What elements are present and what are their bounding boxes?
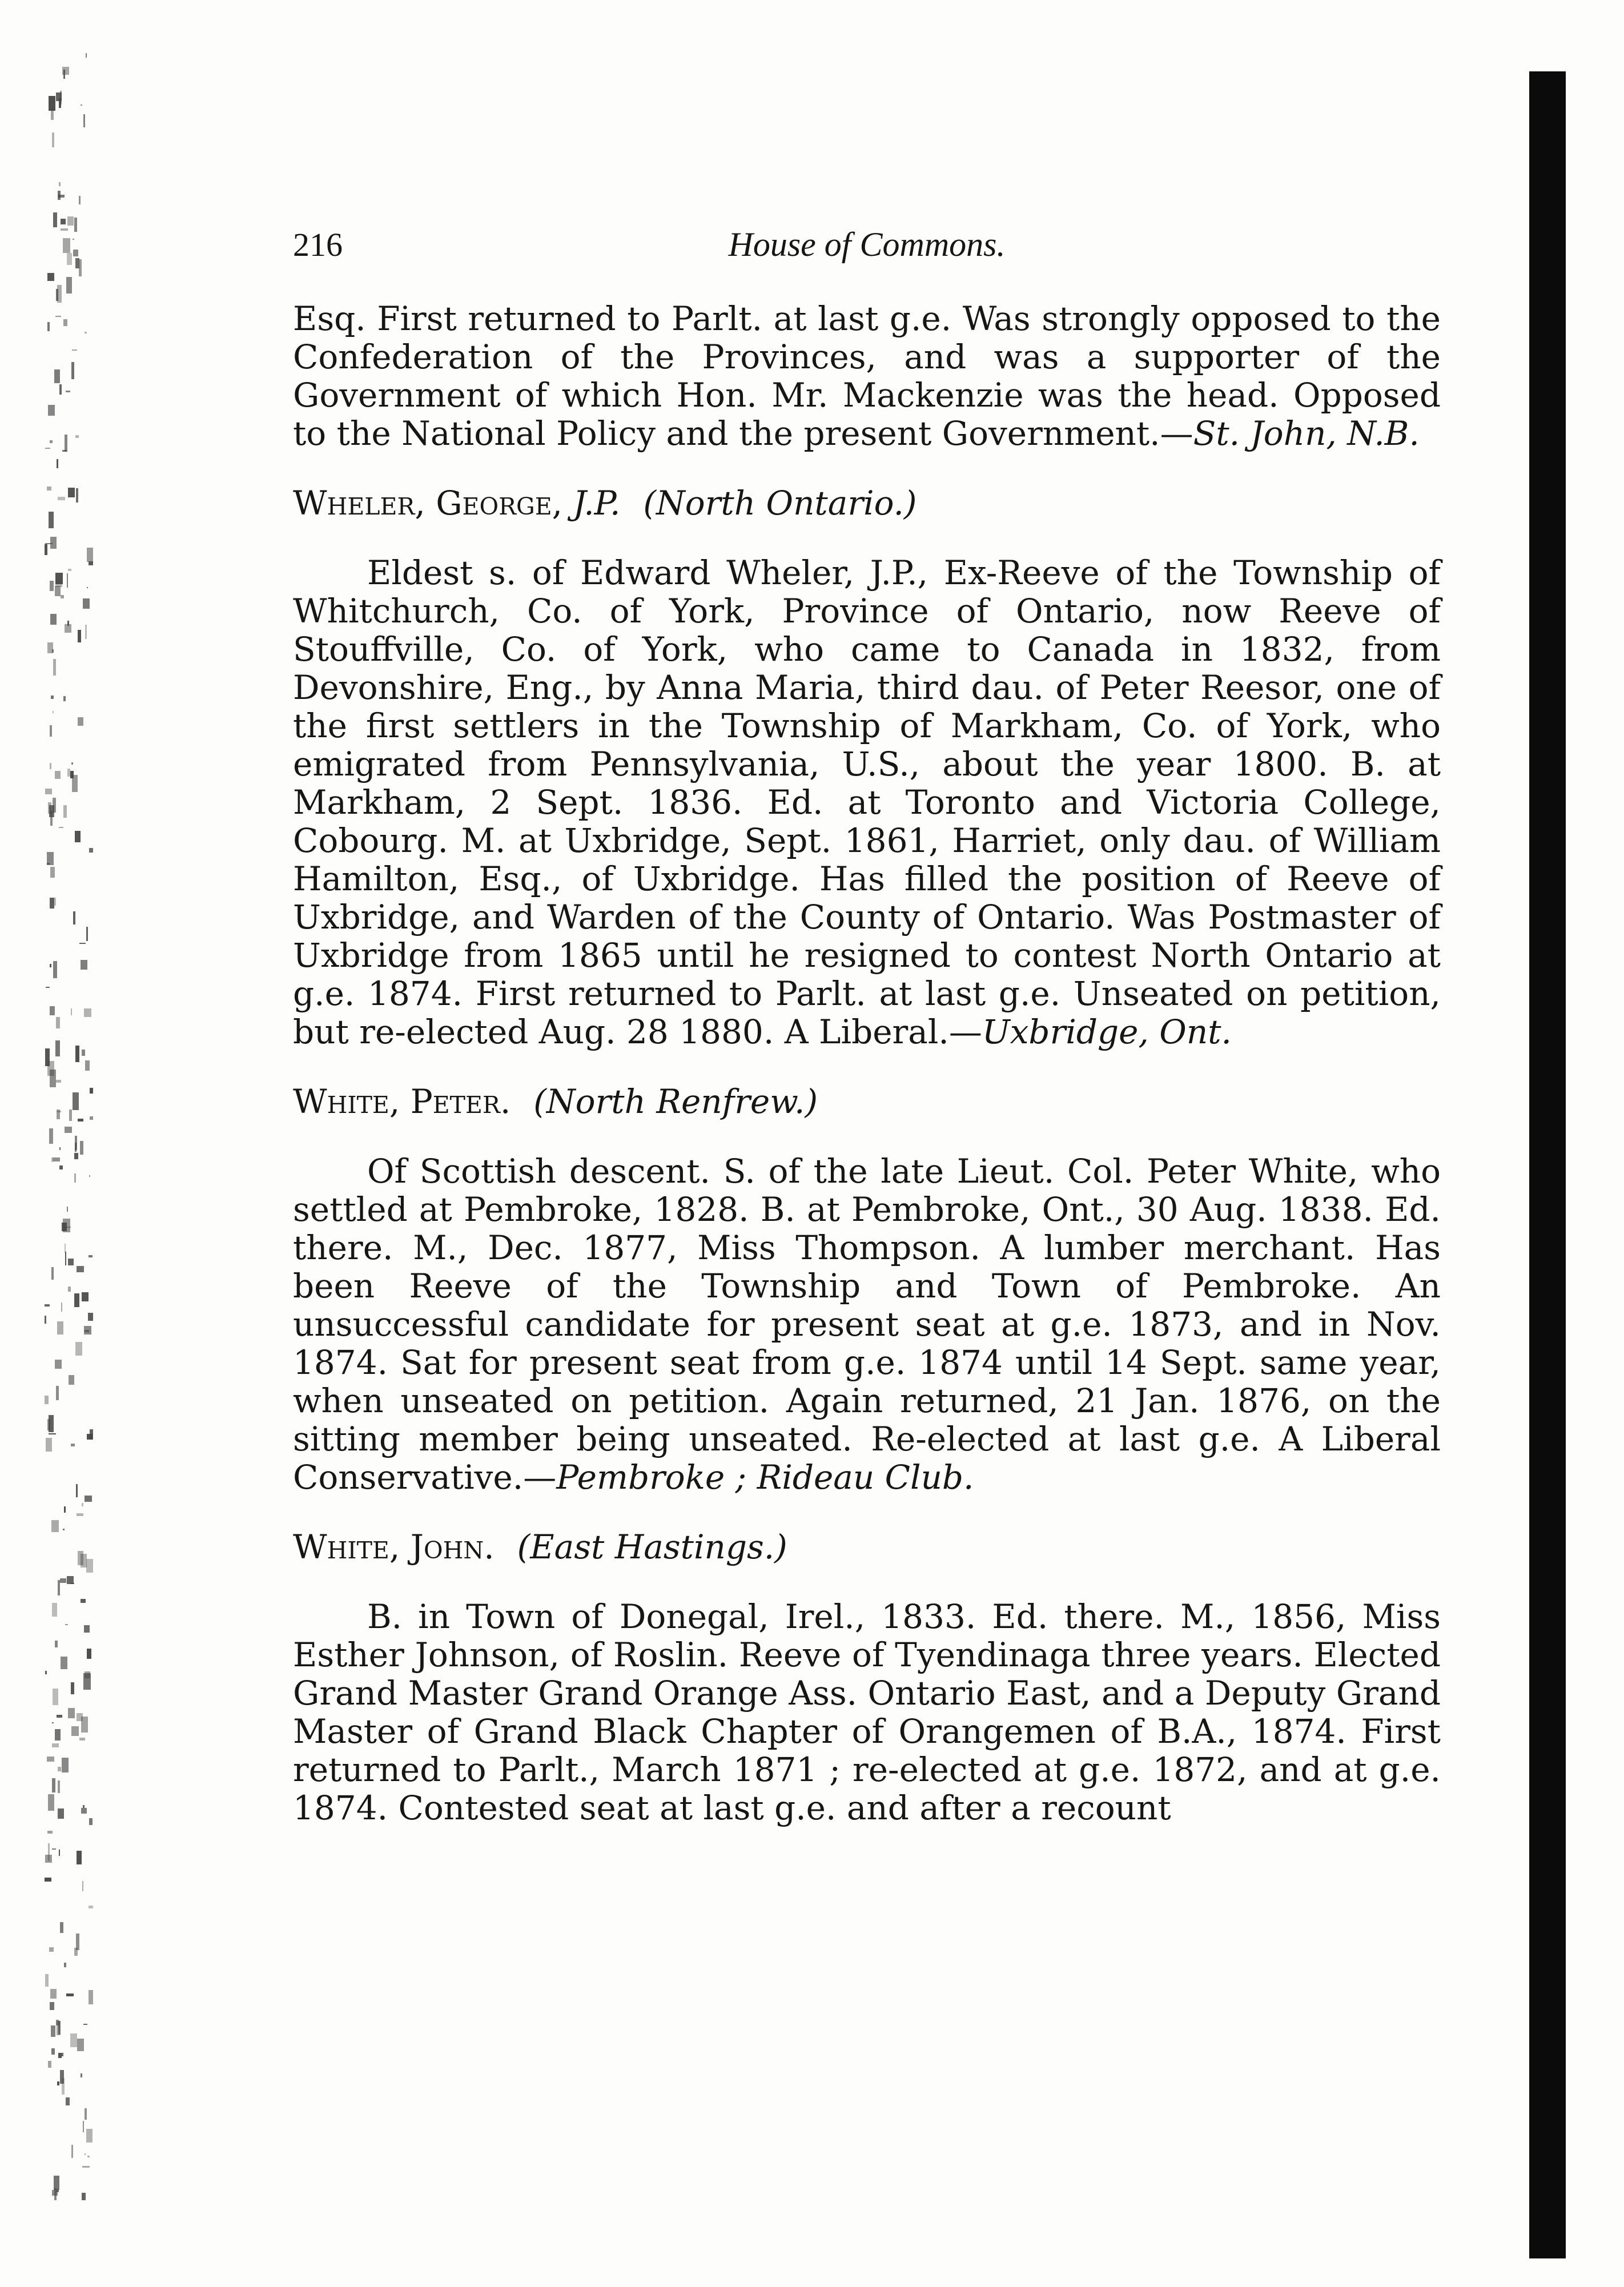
scan-speck — [74, 1293, 79, 1307]
scan-speck — [61, 595, 64, 598]
scan-speck — [86, 1559, 93, 1573]
scan-speck — [85, 2153, 86, 2155]
scan-speck — [81, 960, 87, 970]
scan-speck — [63, 805, 67, 818]
entry-heading — [293, 1083, 1441, 1121]
scan-speck — [48, 802, 51, 814]
scan-speck — [88, 1313, 93, 1321]
scan-speck — [87, 587, 88, 588]
scan-speck — [79, 259, 82, 276]
scan-speck — [45, 544, 47, 555]
member-riding: (East Hastings.) — [517, 1528, 787, 1566]
scan-speck — [70, 771, 74, 778]
scan-speck — [66, 391, 70, 392]
scan-speck — [89, 561, 93, 565]
scan-speck — [58, 1580, 60, 1595]
scan-speck — [45, 1304, 50, 1307]
scan-speck — [62, 1758, 69, 1772]
scan-speck — [78, 630, 81, 642]
scan-speck — [51, 1520, 59, 1532]
scan-speck — [58, 1780, 60, 1793]
scan-speck — [52, 1848, 56, 1850]
scan-speck — [51, 2025, 55, 2037]
scan-speck — [61, 1303, 62, 1312]
scan-speck — [48, 405, 55, 416]
member-name: White, John. — [293, 1528, 495, 1566]
scan-speck — [47, 1061, 54, 1076]
scan-speck — [73, 911, 75, 925]
scan-speck — [83, 2121, 84, 2132]
scan-speck — [53, 1157, 60, 1161]
scan-speck — [68, 488, 75, 497]
scan-speck — [72, 349, 77, 351]
scan-speck — [63, 319, 67, 326]
scan-speck — [61, 219, 66, 224]
scan-speck — [67, 253, 72, 265]
scan-speck — [81, 104, 82, 106]
scan-speck — [67, 216, 74, 226]
scan-speck — [81, 1717, 88, 1733]
scan-speck — [54, 369, 60, 383]
scan-speck — [63, 238, 70, 253]
scan-speck — [87, 548, 93, 562]
scan-speck — [59, 1147, 61, 1150]
continuation-address: St. John, N.B. — [1193, 414, 1420, 453]
scan-speck — [50, 867, 55, 878]
scan-speck — [76, 1484, 78, 1497]
scan-speck — [66, 1993, 74, 1996]
entry-body-text: B. in Town of Donegal, Irel., 1833. Ed. there. M., 1856, Miss Esther Johnson, of Roslin. Reeve of Tyendinaga three years. Elected Grand Master Grand Orange Ass. Ontario East, and a Deputy Grand Master of Grand Black Chapter of Orangemen of B.A., 1874. First returned to Parlt., March 1871 ; re-elected at g.e. 1872, and at g.e. 1874. Contested seat at last g.e. and after a recount — [293, 1597, 1441, 1827]
scan-speck — [71, 362, 74, 379]
scan-speck — [85, 1671, 90, 1678]
scan-speck — [52, 1743, 59, 1747]
scan-speck — [63, 1529, 65, 1530]
scan-speck — [81, 2073, 82, 2077]
scan-speck — [85, 1060, 90, 1071]
member-name: Wheler, George, — [293, 484, 563, 522]
scan-speck — [67, 621, 69, 626]
scan-speck — [65, 1244, 66, 1253]
scan-speck — [87, 1434, 93, 1440]
scan-speck — [58, 2053, 62, 2058]
scan-speck — [51, 1157, 53, 1162]
continuation-text: Esq. First returned to Parlt. at last g.e. Was strongly opposed to the Confederation of the Provinces, and was a supporter of the Government of which Hon. Mr. Mackenzie was the head. Opposed to the National Policy and the present Government.— — [293, 299, 1441, 453]
entry-address: Uxbridge, Ont. — [982, 1012, 1232, 1051]
scan-speck — [66, 2097, 70, 2105]
scan-speck — [52, 1778, 55, 1792]
scan-speck — [57, 459, 58, 468]
scan-speck — [55, 1040, 60, 1056]
scan-speck — [55, 1729, 61, 1741]
scan-speck — [89, 1990, 93, 2004]
page-number: 216 — [293, 226, 343, 263]
scan-speck — [47, 863, 50, 865]
scan-speck — [70, 2033, 77, 2047]
scan-speck — [71, 1726, 79, 1736]
scan-speck — [55, 586, 61, 596]
scan-speck — [45, 1878, 51, 1882]
scan-speck — [73, 239, 74, 240]
scan-speck — [47, 1757, 54, 1762]
scan-speck — [65, 1624, 68, 1625]
scan-speck — [78, 1119, 83, 1122]
scan-speck — [62, 67, 69, 75]
scan-speck — [62, 2078, 65, 2095]
scan-speck — [68, 1708, 75, 1718]
scan-speck — [67, 573, 68, 588]
scan-speck — [59, 827, 63, 828]
scan-speck — [61, 1657, 67, 1669]
entry-white-john — [293, 1528, 1441, 1827]
scan-speck — [52, 132, 54, 147]
page-title: House of Commons. — [728, 226, 1006, 263]
scan-speck — [71, 762, 73, 765]
scan-speck — [82, 1050, 85, 1056]
scan-speck — [55, 573, 63, 584]
scan-speck — [47, 642, 53, 653]
scan-speck — [75, 831, 81, 842]
scan-speck — [47, 487, 51, 491]
scan-speck — [63, 1219, 70, 1232]
page-column — [293, 226, 1441, 1827]
scan-speck — [49, 1128, 53, 1144]
member-title: J.P. — [573, 484, 621, 522]
scan-speck — [59, 384, 62, 395]
scan-speck — [45, 1974, 49, 1987]
entry-body-text: Eldest s. of Edward Wheler, J.P., Ex-Reeve of the Township of Whitchurch, Co. of York, Province of Ontario, now Reeve of Stouffville, Co. of York, who came to Canada in 1832, from Devonshire, Eng., by Anna Maria, third dau. of Peter Reesor, one of the first settlers in the Township of Markham, Co. of York, who emigrated from Pennsylvania, U.S., about the year 1800. B. at Markham, 2 Sept. 1836. Ed. at Toronto and Victoria College, Cobourg. M. at Uxbridge, Sept. 1861, Harriet, only dau. of William Hamilton, Esq., of Uxbridge. Has filled the position of Reeve of Uxbridge, and Warden of the County of Ontario. Was Postmaster of Uxbridge from 1865 until he resigned to contest North Ontario at g.e. 1874. First returned to Parlt. at last g.e. Unseated on petition, but re-elected Aug. 28 1880. A Liberal.— — [293, 553, 1441, 1051]
scan-margin-noise — [45, 51, 93, 2233]
scan-speck — [83, 598, 90, 609]
scan-speck — [79, 196, 81, 204]
scan-speck — [58, 1808, 64, 1819]
scan-speck — [82, 1881, 83, 1891]
scan-speck — [71, 2145, 73, 2158]
scan-speck — [66, 277, 72, 294]
scan-speck — [80, 1141, 83, 1155]
scan-speck — [53, 1689, 58, 1705]
entry-body — [293, 1152, 1441, 1497]
scan-speck — [54, 2176, 59, 2190]
scan-speck — [87, 2156, 90, 2157]
scan-speck — [49, 512, 54, 528]
scan-speck — [69, 1375, 74, 1385]
scan-speck — [65, 1127, 72, 1133]
scan-speck — [56, 2020, 59, 2025]
scan-speck — [60, 1578, 66, 1583]
scan-speck — [51, 696, 54, 699]
scan-speck — [68, 569, 71, 571]
scan-speck — [53, 212, 57, 227]
scan-speck — [56, 1080, 61, 1083]
member-riding: (North Renfrew.) — [533, 1082, 818, 1121]
scan-speck — [49, 96, 55, 111]
scan-speck — [47, 322, 50, 331]
scan-speck — [77, 1513, 83, 1516]
scan-speck — [48, 2061, 51, 2068]
scan-speck — [56, 1017, 60, 1028]
scan-speck — [49, 1415, 54, 1432]
scan-speck — [53, 711, 54, 713]
scan-speck — [86, 53, 87, 58]
scan-speck — [50, 898, 54, 909]
entry-white-peter — [293, 1083, 1441, 1497]
scan-speck — [58, 1767, 61, 1771]
scan-speck — [69, 1110, 72, 1121]
scan-speck — [73, 250, 78, 256]
scan-speck — [64, 1963, 66, 1967]
scan-speck — [75, 1143, 77, 1152]
scan-speck — [45, 1316, 46, 1324]
scan-speck — [54, 898, 56, 906]
scan-speck — [83, 2024, 87, 2025]
scan-speck — [59, 1850, 60, 1856]
scan-speck — [49, 1947, 54, 1952]
scan-speck — [77, 1266, 84, 1272]
scan-speck — [53, 961, 57, 978]
scan-speck — [89, 848, 93, 853]
entry-heading — [293, 1528, 1441, 1566]
scan-speck — [70, 1583, 74, 1584]
scan-speck — [84, 1008, 91, 1017]
scan-speck — [86, 927, 88, 941]
scan-speck — [57, 2081, 59, 2085]
scan-speck — [56, 1386, 59, 1400]
scan-speck — [45, 1396, 49, 1404]
scan-speck — [74, 1153, 78, 1159]
entry-body — [293, 554, 1441, 1051]
scan-speck — [90, 1088, 93, 1094]
running-head — [293, 226, 1441, 277]
scan-speck — [82, 2193, 86, 2200]
scan-speck — [50, 614, 57, 625]
entry-body — [293, 1598, 1441, 1827]
scan-speck — [84, 1326, 91, 1335]
scan-speck — [65, 1252, 66, 1265]
scan-speck — [47, 273, 54, 281]
scan-speck — [63, 696, 66, 701]
scan-speck — [71, 1444, 75, 1446]
scan-speck — [67, 1207, 68, 1212]
scan-speck — [75, 1046, 79, 1062]
scan-speck — [58, 497, 65, 500]
scan-speck — [55, 1360, 62, 1369]
scan-speck — [82, 1292, 89, 1301]
entry-body-text: Of Scottish descent. S. of the late Lieut. Col. Peter White, who settled at Pembroke, 1828. B. at Pembroke, Ont., 30 Aug. 1838. Ed. there. M., Dec. 1877, Miss Thompson. A lumber merchant. Has been Reeve of the Township and Town of Pembroke. An unsuccessful candidate for present seat at g.e. 1873, and in Nov. 1874. Sat for present seat from g.e. 1874 until 14 Sept. same year, when unseated on petition. Again returned, 21 Jan. 1876, on the sitting member being unseated. Re-elected at last g.e. A Liberal Conservative.— — [293, 1152, 1441, 1497]
scan-speck — [89, 1255, 93, 1257]
scan-speck — [78, 1551, 83, 1565]
scan-speck — [50, 725, 52, 737]
scan-speck — [52, 1722, 54, 1723]
scan-speck — [48, 1794, 54, 1811]
scan-speck — [57, 1715, 62, 1718]
scan-speck — [71, 1682, 74, 1694]
scan-speck — [55, 316, 61, 317]
scan-speck — [68, 1287, 71, 1292]
scan-speck — [62, 2053, 63, 2056]
scan-speck — [45, 1855, 52, 1863]
scan-speck — [77, 2039, 84, 2051]
scan-speck — [55, 771, 61, 779]
scan-speck — [73, 1092, 79, 1110]
scan-speck — [50, 1006, 55, 1015]
scan-speck — [79, 943, 86, 944]
scan-speck — [82, 1503, 83, 1506]
scan-speck — [57, 1321, 63, 1335]
scan-speck — [74, 1173, 76, 1183]
scan-speck — [51, 2048, 55, 2055]
scan-speck — [85, 1496, 92, 1502]
scan-speck — [84, 1625, 90, 1633]
scan-speck — [90, 1116, 93, 1120]
member-riding: (North Ontario.) — [643, 484, 917, 522]
entry-wheler — [293, 484, 1441, 1051]
entry-heading — [293, 484, 1441, 522]
scan-speck — [86, 2129, 93, 2143]
scan-speck — [55, 1641, 58, 1647]
scan-speck — [59, 1165, 63, 1169]
scan-speck — [50, 581, 54, 591]
scan-speck — [58, 191, 61, 200]
member-name: White, Peter. — [293, 1082, 511, 1121]
scan-speck — [64, 1506, 66, 1513]
scan-speck — [81, 1808, 87, 1814]
entry-address: Pembroke ; Rideau Club. — [556, 1458, 974, 1497]
scan-speck — [87, 1649, 91, 1659]
scan-speck — [76, 488, 78, 503]
scan-speck — [50, 964, 51, 967]
scan-speck — [59, 182, 61, 186]
scan-speck — [56, 289, 58, 301]
scan-speck — [65, 435, 67, 452]
scan-speck — [82, 2166, 90, 2168]
scan-speck — [74, 1948, 78, 1956]
scan-speck — [57, 1110, 60, 1119]
scan-speck — [81, 1599, 86, 1603]
scan-speck — [51, 1267, 54, 1280]
scan-speck — [85, 2108, 87, 2120]
scan-speck — [68, 1259, 74, 1265]
scan-speck — [89, 1906, 93, 1908]
scan-speck — [50, 1989, 57, 1999]
scan-speck — [46, 987, 50, 988]
continuation-paragraph — [293, 300, 1441, 453]
scan-speck — [50, 2002, 54, 2010]
scan-speck — [75, 1342, 82, 1356]
scan-speck — [45, 448, 50, 449]
scan-speck — [50, 763, 51, 769]
scan-speck — [46, 1438, 52, 1452]
scan-speck — [45, 1671, 47, 1674]
scan-speck — [74, 218, 77, 232]
scan-speck — [52, 1603, 57, 1617]
scan-speck — [56, 93, 62, 101]
scan-speck — [47, 1831, 53, 1834]
scan-edge-bar — [1529, 71, 1566, 2258]
scan-speck — [85, 625, 87, 639]
scan-speck — [78, 717, 83, 726]
scan-speck — [77, 1851, 82, 1864]
scan-speck — [61, 228, 68, 231]
scan-speck — [79, 1738, 85, 1741]
scan-speck — [89, 1818, 93, 1825]
scan-speck — [71, 1008, 72, 1015]
scan-speck — [53, 659, 56, 676]
scan-speck — [75, 435, 79, 438]
scan-speck — [50, 440, 53, 443]
scan-speck — [49, 1433, 56, 1434]
scan-speck — [85, 332, 87, 333]
scan-speck — [83, 114, 85, 127]
scan-speck — [60, 1922, 63, 1933]
scan-speck — [89, 1175, 90, 1177]
scan-speck — [45, 789, 52, 794]
